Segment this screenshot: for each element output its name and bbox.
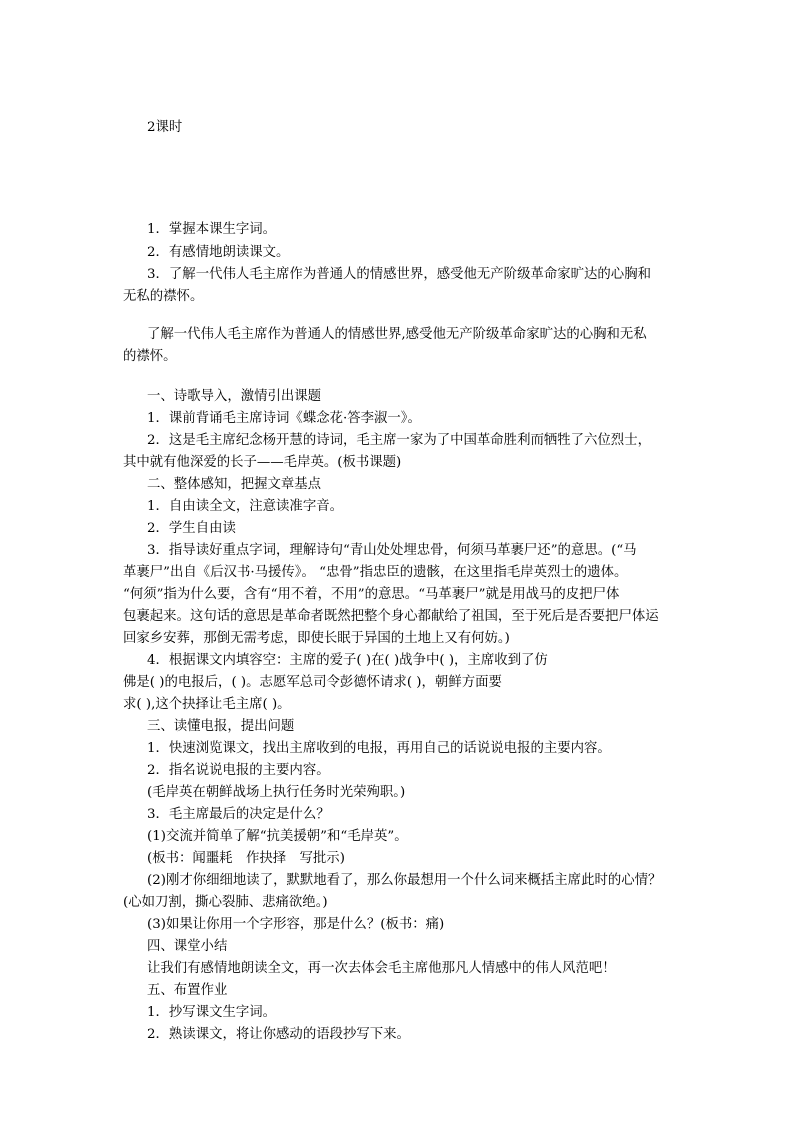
goal-1: 1．掌握本课生字词。 (147, 222, 277, 237)
section-3-item-3-sub-2-line-2: (心如刀割，撕心裂肺、悲痛欲绝。) (123, 895, 328, 910)
section-2-item-3-line-3: “何须”指为什么要，含有“用不着，不用”的意思。“马革裹尸”就是用战马的皮把尸体 (123, 587, 620, 602)
section-3-title: 三、读懂电报，提出问题 (147, 719, 295, 734)
section-5-item-2: 2．熟读课文，将让你感动的语段抄写下来。 (147, 1027, 410, 1042)
section-2-item-3-line-1: 3．指导读好重点字词，理解诗句“青山处处埋忠骨，何须马革裹尸还”的意思。(“马 (147, 543, 637, 558)
section-1-title: 一、诗歌导入，激情引出课题 (147, 389, 322, 404)
section-1-item-2-line-2: 其中就有他深爱的长子——毛岸英。(板书课题) (123, 455, 402, 470)
section-5-item-1: 1．抄写课文生字词。 (147, 1005, 277, 1020)
section-3-item-1: 1．快速浏览课文，找出主席收到的电报，再用自己的话说说电报的主要内容。 (147, 741, 611, 756)
section-3-item-3-sub-2-line-1: (2)刚才你细细地读了，默默地看了，那么你最想用一个什么词来概括主席此时的心情？ (147, 873, 662, 888)
section-2-item-4-line-1: 4．根据课文内填容空：主席的爱子( )在( )战争中( )，主席收到了仿 (147, 653, 548, 668)
lesson-hours: 2课时 (147, 120, 183, 135)
section-3-item-3-sub-3: (3)如果让你用一个字形容，那是什么？(板书：痛) (147, 917, 445, 932)
section-3-item-3-sub-1-board: (板书：闻噩耗 作抉择 写批示) (147, 851, 345, 866)
section-2-item-3-line-5: 回家乡安葬，那倒无需考虑，即使长眠于异国的土地上又有何妨。) (123, 631, 510, 646)
section-2-item-1: 1．自由读全文，注意读准字音。 (147, 499, 343, 514)
key-point-line-1: 了解一代伟人毛主席作为普通人的情感世界,感受他无产阶级革命家旷达的心胸和无私 (147, 327, 647, 342)
section-4-text: 让我们有感情地朗读全文，再一次去体会毛主席他那凡人情感中的伟人风范吧！ (147, 961, 616, 976)
section-3-item-3: 3．毛主席最后的决定是什么？ (147, 807, 330, 822)
goal-2: 2．有感情地朗读课文。 (147, 245, 290, 260)
section-2-title: 二、整体感知，把握文章基点 (147, 477, 322, 492)
section-2-item-3-line-4: 包裹起来。这句话的意思是革命者既然把整个身心都献给了祖国，至于死后是否要把尸体运 (123, 609, 659, 624)
section-3-item-2: 2．指名说说电报的主要内容。 (147, 763, 330, 778)
section-2-item-2: 2．学生自由读 (147, 521, 236, 536)
goal-3-line-2: 无私的襟怀。 (123, 289, 204, 304)
section-3-item-3-sub-1: (1)交流并简单了解“抗美援朝”和“毛岸英”。 (147, 829, 408, 844)
section-2-item-4-line-3: 求( ),这个抉择让毛主席( )。 (123, 697, 291, 712)
section-1-item-1: 1．课前背诵毛主席诗词《蝶念花·答李淑一》。 (147, 411, 421, 426)
section-2-item-3-line-2: 革裹尸”出自《后汉书·马援传》。 “忠骨”指忠臣的遗骸，在这里指毛岸英烈士的遗体。 (123, 565, 628, 580)
section-4-title: 四、课堂小结 (147, 939, 228, 954)
section-3-item-2-answer: (毛岸英在朝鲜战场上执行任务时光荣殉职。) (147, 785, 406, 800)
key-point-line-2: 的襟怀。 (123, 349, 177, 364)
section-1-item-2-line-1: 2．这是毛主席纪念杨开慧的诗词，毛主席一家为了中国革命胜利而牺牲了六位烈士， (147, 433, 651, 448)
section-5-title: 五、布置作业 (147, 983, 228, 998)
section-2-item-4-line-2: 佛是( )的电报后，( )。志愿军总司令彭德怀请求( )，朝鲜方面要 (123, 675, 502, 690)
goal-3-line-1: 3．了解一代伟人毛主席作为普通人的情感世界，感受他无产阶级革命家旷达的心胸和 (147, 267, 651, 282)
